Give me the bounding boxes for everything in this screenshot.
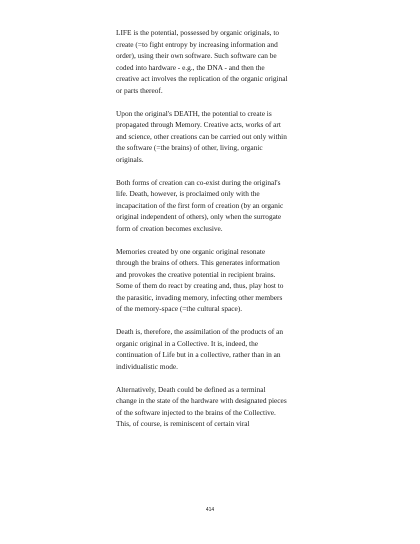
paragraph-coexisting-creation: Both forms of creation can co-exist during the original's life. Death, however, is proclaimed only with the incapacitation of the first form of creation (by an organic original independent of others), only when the surrogate form of creation becomes exclusive.	[116, 177, 284, 233]
paragraph-alternative-definition: Alternatively, Death could be defined as a terminal change in the state of the hardware with designated pieces of the software injected to the brains of the Collective. This, of course, is reminiscent of certain viral	[116, 384, 287, 428]
paragraph-death-memory: Upon the original's DEATH, the potential to create is propagated through Memory. Creative acts, works of art and science, other creations can be carried out only within the software (=the brains) of other, living, organic originals.	[116, 108, 287, 164]
body-text	[116, 27, 316, 441]
page-number: 414	[205, 507, 215, 513]
paragraph-life-definition: LIFE is the potential, possessed by organic originals, to create (=to fight entropy by increasing information and order), using their own software. Such software can be coded into hardware - e.g., the DNA - and then the creative act involves the replication of the organic original or parts thereof.	[116, 28, 288, 95]
paragraph-resonating-memories: Memories created by one organic original resonate through the brains of others. This generates information and provokes the creative potential in recipient brains. Some of them do react by creating and, thus, play host to the parasitic, invading memory, infecting other members of the memory-space (=the cultural space).	[116, 246, 284, 313]
paragraph-death-assimilation: Death is, therefore, the assimilation of the products of an organic original in a Collective. It is, indeed, the continuation of Life but in a collective, rather than in an individualistic mode.	[116, 327, 284, 371]
